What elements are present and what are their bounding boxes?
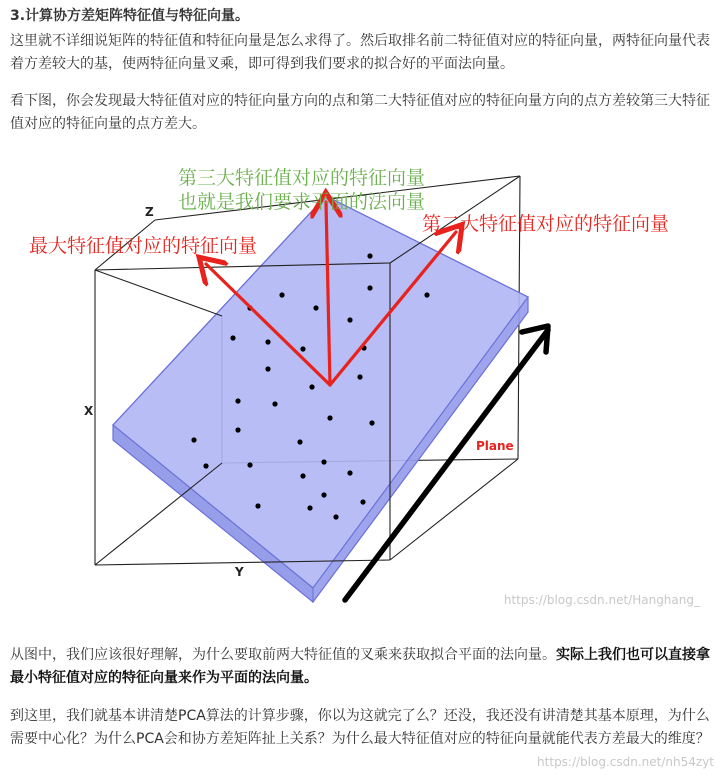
data-point — [357, 374, 362, 379]
conclusion-bold-text: 实际上我们也可以直接拿最小特征值对应的特征向量来作为平面的法向量。 — [10, 647, 710, 686]
figure-svg — [0, 150, 724, 620]
axis-label-z: Z — [145, 205, 154, 219]
page-watermark: https://blog.csdn.net/nh54zyt — [537, 755, 714, 769]
data-point — [265, 339, 270, 344]
paragraph-eigen-intro: 这里就不详细说矩阵的特征值和特征向量是怎么求得了。然后取排名前二特征值对应的特征向量，两特征向量代表着方差较大的基，使两特征向量叉乘，即可得到我们要求的拟合好的平面法向量。 — [10, 33, 710, 72]
data-point — [333, 514, 338, 519]
data-point — [203, 463, 208, 468]
data-point — [313, 305, 318, 310]
data-point — [367, 285, 372, 290]
data-point — [300, 473, 305, 478]
paragraph-figure-intro: 看下图，你会发现最大特征值对应的特征向量方向的点和第二大特征值对应的特征向量方向的点方差较第三大特征值对应的特征向量的点方差大。 — [10, 93, 710, 132]
data-point — [247, 462, 252, 467]
data-point — [300, 346, 305, 351]
data-point — [235, 398, 240, 403]
pca-plane-figure — [0, 150, 724, 620]
data-point — [230, 335, 235, 340]
label-second-eigenvector: 第二大特征值对应的特征向量 — [422, 213, 670, 235]
data-point — [360, 499, 365, 504]
section-heading: 3.计算协方差矩阵特征值与特征向量。 — [10, 8, 250, 24]
data-point — [321, 459, 326, 464]
axis-label-y: Y — [235, 565, 244, 579]
data-point — [347, 470, 352, 475]
axis-label-x: X — [84, 404, 94, 418]
label-third-eigenvector: 第三大特征值对应的特征向量 — [178, 167, 426, 189]
label-plane-normal: 也就是我们要求平面的法向量 — [178, 191, 426, 213]
conclusion-text: 从图中，我们应该很好理解，为什么要取前两大特征值的叉乘来获取拟合平面的法向量。 — [10, 647, 556, 663]
data-point — [321, 492, 326, 497]
data-point — [265, 366, 270, 371]
data-point — [327, 415, 332, 420]
data-point — [191, 437, 196, 442]
paragraph-conclusion — [10, 644, 714, 690]
data-point — [309, 384, 314, 389]
figure-watermark: https://blog.csdn.net/Hanghang_ — [503, 593, 700, 607]
data-point — [279, 292, 284, 297]
label-largest-eigenvector: 最大特征值对应的特征向量 — [29, 235, 258, 257]
data-point — [297, 439, 302, 444]
data-point — [272, 401, 277, 406]
data-point — [369, 420, 374, 425]
data-point — [235, 427, 240, 432]
data-point — [307, 505, 312, 510]
paragraph-pca-questions: 到这里，我们就基本讲清楚PCA算法的计算步骤，你以为这就完了么？还没，我还没有讲清楚其基本原理，为什么需要中心化？为什么PCA会和协方差矩阵扯上关系？为什么最大特征值对应的特征向量就能代表方差最大的维度？ — [10, 708, 710, 747]
data-point — [424, 292, 429, 297]
data-point — [255, 503, 260, 508]
data-point — [347, 317, 352, 322]
plane-label: Plane — [476, 439, 514, 453]
data-point — [367, 253, 372, 258]
